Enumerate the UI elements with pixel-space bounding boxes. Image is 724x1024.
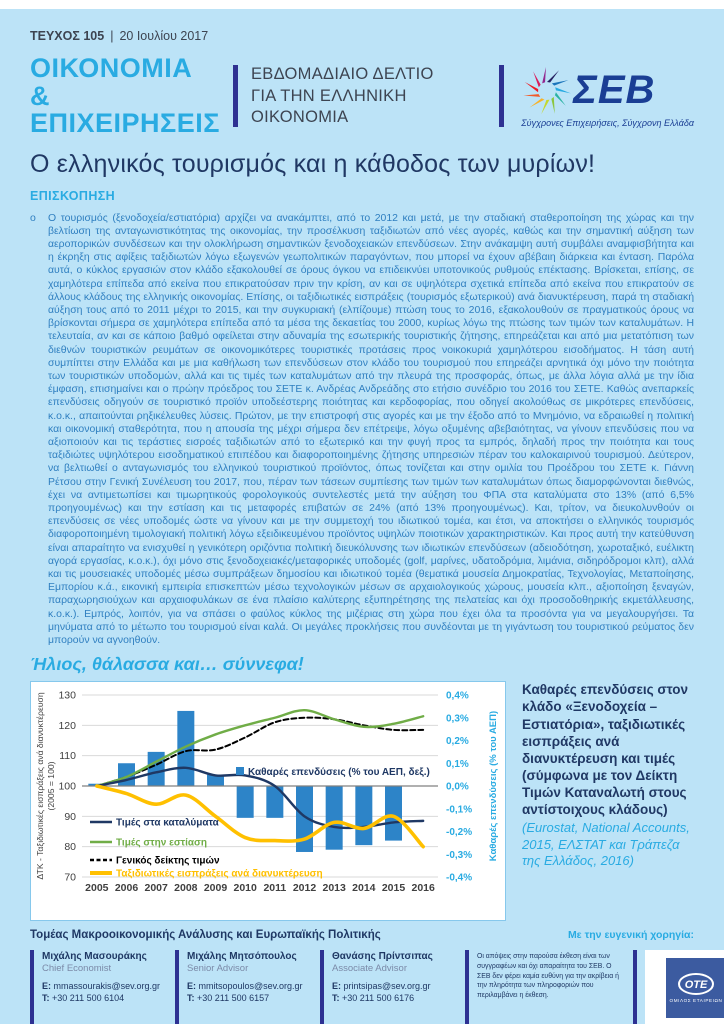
email-label: E: bbox=[332, 981, 341, 992]
svg-text:0,0%: 0,0% bbox=[446, 781, 469, 793]
masthead bbox=[30, 55, 694, 138]
bulletin-subtitle-line2: ΓΙΑ ΤΗΝ ΕΛΛΗΝΙΚΗ ΟΙΚΟΝΟΜΙΑ bbox=[250, 86, 407, 127]
disclaimer-card bbox=[465, 950, 625, 1024]
svg-text:-0,3%: -0,3% bbox=[446, 850, 473, 862]
bullet-marker: o bbox=[30, 211, 36, 224]
email-label: E: bbox=[42, 981, 51, 992]
svg-text:2008: 2008 bbox=[174, 882, 198, 895]
svg-text:-0,1%: -0,1% bbox=[446, 804, 473, 816]
issue-number: ΤΕΥΧΟΣ 105 bbox=[30, 29, 105, 43]
svg-text:2015: 2015 bbox=[381, 882, 406, 895]
sev-logo bbox=[521, 64, 694, 128]
svg-text:0,2%: 0,2% bbox=[446, 736, 469, 748]
svg-text:2009: 2009 bbox=[203, 882, 228, 895]
svg-text:2007: 2007 bbox=[144, 882, 168, 895]
svg-text:2010: 2010 bbox=[233, 882, 257, 895]
contact-email-line bbox=[42, 981, 160, 991]
chart-caption-text: Καθαρές επενδύσεις στον κλάδο «Ξενοδοχεία – Εστιατόρια», ταξιδιωτικές εισπράξεις ανά διανυκτέρευση και τιμές (σύμφωνα με τον Δείκτη Τιμών Καταναλωτή στους αντίστοιχους κλάδους) bbox=[522, 682, 689, 818]
svg-text:-0,2%: -0,2% bbox=[446, 827, 473, 839]
contact-role: Associate Advisor bbox=[332, 963, 407, 975]
phone-label: T: bbox=[42, 993, 50, 1004]
card-accent-bar bbox=[30, 950, 34, 1024]
svg-text:Ταξιδιωτικές εισπράξεις ανά δι: Ταξιδιωτικές εισπράξεις ανά διανυκτέρευση bbox=[116, 868, 323, 880]
contact-phone-line bbox=[42, 993, 160, 1003]
svg-text:Καθαρές επενδύσεις (% του ΑΕΠ,: Καθαρές επενδύσεις (% του ΑΕΠ, δεξ.) bbox=[248, 767, 430, 779]
bulletin-title-line2: ΕΠΙΧΕΙΡΗΣΕΙΣ bbox=[30, 108, 220, 139]
svg-text:80: 80 bbox=[64, 841, 76, 854]
bulletin-title bbox=[30, 55, 220, 138]
svg-text:100: 100 bbox=[58, 780, 76, 793]
issue-separator: | bbox=[110, 29, 114, 43]
svg-text:70: 70 bbox=[64, 871, 76, 884]
contact-name: Μιχάλης Μητσόπουλος bbox=[187, 951, 297, 963]
svg-text:2014: 2014 bbox=[352, 882, 376, 895]
chart-caption bbox=[522, 681, 694, 921]
sev-tagline: Σύγχρονες Επιχειρήσεις, Σύγχρονη Ελλάδα bbox=[521, 118, 694, 129]
divider-bar bbox=[499, 65, 504, 127]
card-accent-bar bbox=[465, 950, 469, 1024]
section-label-overview: ΕΠΙΣΚΟΠΗΣΗ bbox=[30, 188, 116, 203]
contacts-row bbox=[30, 950, 723, 1024]
top-white-strip bbox=[0, 0, 724, 9]
bulletin-subtitle bbox=[251, 64, 486, 128]
card-accent-bar bbox=[320, 950, 324, 1024]
svg-text:0,4%: 0,4% bbox=[446, 690, 469, 702]
svg-text:2005: 2005 bbox=[85, 882, 109, 895]
contact-email-line bbox=[332, 981, 433, 991]
contact-phone: +30 211 500 6157 bbox=[197, 993, 270, 1004]
contact-phone-line bbox=[187, 993, 303, 1003]
disclaimer-text: Οι απόψεις στην παρούσα έκθεση είναι των συγγραφέων και όχι απαραίτητα του ΣΕΒ. Ο ΣΕΒ δεν φέρει καμία ευθύνη για την ακρίβεια ή την πληρότητα των πληροφοριών που περιλαμβάνει η έκθεση. bbox=[477, 953, 619, 999]
contact-email-link[interactable]: mmitsopoulos@sev.org.gr bbox=[198, 981, 303, 992]
contact-phone: +30 211 500 6176 bbox=[342, 993, 415, 1004]
contact-email-line bbox=[187, 981, 303, 991]
ote-logo-icon bbox=[666, 958, 724, 1018]
tourism-chart bbox=[32, 685, 504, 913]
contact-role: Senior Advisor bbox=[187, 963, 249, 975]
svg-text:ΟΜΙΛΟΣ ΕΤΑΙΡΕΙΩΝ: ΟΜΙΛΟΣ ΕΤΑΙΡΕΙΩΝ bbox=[669, 998, 723, 1004]
bulletin-title-line1: ΟΙΚΟΝΟΜΙΑ & bbox=[30, 53, 193, 111]
svg-text:Τιμές στην εστίαση: Τιμές στην εστίαση bbox=[116, 837, 207, 849]
svg-text:2011: 2011 bbox=[263, 882, 287, 895]
footer-head bbox=[30, 929, 694, 941]
card-accent-bar bbox=[175, 950, 179, 1024]
chart-row bbox=[30, 681, 694, 921]
svg-text:2012: 2012 bbox=[292, 882, 317, 895]
sev-pinwheel-icon bbox=[521, 64, 573, 116]
svg-text:2006: 2006 bbox=[114, 882, 139, 895]
svg-text:Τιμές στα καταλύματα: Τιμές στα καταλύματα bbox=[116, 817, 219, 829]
bulletin-subtitle-line1: ΕΒΔΟΜΑΔΙΑΙΟ ΔΕΛΤΙΟ bbox=[250, 65, 434, 84]
phone-label: T: bbox=[332, 993, 340, 1004]
svg-text:2016: 2016 bbox=[411, 882, 435, 895]
svg-text:2013: 2013 bbox=[322, 882, 346, 895]
contact-card bbox=[30, 950, 167, 1024]
overview-body-text: Ο τουρισμός (ξενοδοχεία/εστιατόρια) αρχίζει να ανακάμπτει, από το 2012 και μετά, με την σταδιακή σταθεροποίηση της χώρας και την βελτίωση της ανταγωνιστικότητας της οικονομίας, την προσέλκυση ταξιδιωτών από νέες αγορές, καθώς και την σημαντική αύξηση των αεροπορικών συνδέσεων και την ολοκλήρωση σημαντικών ξενοδοχειακών επενδύσεων. Στην ανάκαμψη αυτή συμβάλει αναμφισβήτητα και η έκρηξη στις αφίξεις ταξιδιωτών λόγω εξωγενών γεωπολιτικών παραγόντων, που μπορεί να έχουν αβέβαιη διάρκεια και ένταση. Παρόλα αυτά, ο κύκλος εργασιών στον κλάδο εξακολουθεί σε όρους όγκου να επιδεικνύει υποτονικούς ρυθμούς επέκτασης. Βρίσκεται, επίσης, σε χαμηλότερα επίπεδα από εκείνα που επικρατούσαν πριν την κρίση, αν και σε υψηλότερα σχετικά επίπεδα από εκείνα που επικρατούν σε άλλους κλάδους της ελληνικής οικονομίας. Επίσης, οι ταξιδιωτικές εισπράξεις (τουρισμός εξωτερικού) ανά διανυκτέρευση, παρά τη σταδιακή αύξηση τους από το 2011 μέχρι το 2015, και την συγκυριακή (ελπίζουμε) πτώση τους το 2016, εξακολουθούν σε πραγματικούς όρους να βρίσκονται σήμερα σε χαμηλότερα επίπεδα από τα μέσα της δεκαετίας του 2000, κυρίως λόγω της πτώσης των τιμών των καταλυμάτων. Η τελευταία, αν και σε κάποιο βαθμό οφείλεται στην αδυναμία της εσωτερικής τουριστικής ζήτησης, επηρεάζεται και από μια μετατόπιση των διεθνών τουριστικών ρευμάτων σε οικονομικότερες τουριστικές προτάσεις προς νοικοκυριά χαμηλότερου εισοδήματος. Η τάση αυτή συμπίπτει στην Ελλάδα και με μια καθήλωση των επενδύσεων στον κλάδο του τουρισμού που επηρεάζει αρνητικά όχι μόνο την ποιότητα των τουριστικών υποδομών, αλλά και τις τιμές των καταλυμάτων από την πλευρά της προσφοράς, όπως, με άλλα λόγια αλλά με την ίδια έμφαση, επισημαίνει και ο πρώην πρόεδρος του ΣΕΤΕ κ. Ανδρέας Ανδρεάδης στο ετήσιο συνέδριο του 2016 του ΣΕΤΕ. Καθώς ανεπαρκείς επενδύσεις οδηγούν σε τουριστικό προϊόν υποδεέστερης ποιότητας και κερδοφορίας, που οδηγεί ακολούθως σε μικρότερες επενδύσεις, κ.ο.κ., απαιτούνται ρηξικέλευθες λύσεις. Πρώτον, με την επιστροφή στις αγορές και με την έξοδο από το Μνημόνιο, να εδραιωθεί η πολιτική και οικονομική σταθερότητα, που η απουσία της μέχρι σήμερα δεν επέτρεψε, λόγω οξυμένης αβεβαιότητας, να γίνουν επενδύσεις που να αξιοποιούν και τις τεράστιες εισροές ταξιδιωτών από το εξωτερικό και την φυγή προς τα εμπρός, δηλαδή προς την ποιότητα και τους ταξιδιώτες υψηλότερου εισοδηματικού επιπέδου και διαφοροποιημένης ζήτησης υπηρεσιών πέραν του καλοκαιρινού τουρισμού. Δεύτερον, να βελτιωθεί ο ανταγωνισμός του ελληνικού τουριστικού προϊόντος, όπως τονίζεται και στην ομιλία του Προέδρου του ΣΕΤΕ κ. Γιάννη Ρέτσου στην Γενική Συνέλευση του 2017, που, πέραν των τάσεων συμπίεσης των τιμών των καταλυμάτων όπως διαμορφώνονται διεθνώς, έχει να αντιμετωπίσει και τιμωρητικούς φορολογικούς συντελεστές μετά την αύξηση του ΦΠΑ στα καταλύματα στο 13% (από 6,5% προηγουμένως) και την εστίαση και τις μεταφορές επιβατών σε 24% (από 13% προηγουμένως). Και, τρίτον, να διευκολυνθούν οι επενδύσεις σε νέες υποδομές ώστε να γίνουν και με την συμμετοχή του ιδιωτικού τομέα, και έτσι, να αποκτήσει ο ελληνικός τουρισμός διαφοροποιημένη τιμολογιακή πολιτική λόγω εξειδικευμένου προϊόντος υψηλών ποιοτικών χαρακτηριστικών. Και προς αυτή την κατεύθυνση είναι απαραίτητο να ενισχυθεί η γενικότερη οριζόντια πολιτική διευκόλυνσης των ιδιωτικών επενδύσεων (αδειοδότηση, χωροταξικό, ευέλικτη αγορά εργασίας, κ.ο.κ.), όχι μόνο στις ξενοδοχειακές/μεταφορικές υποδομές (golf, μαρίνες, υδατοδρόμια, λιμάνια, σιδηρόδρομοι κλπ), αλλά και τις μουσειακές υποδομές μέσω συμπράξεων δημοσίου και ιδιωτικού τομέα (θεματικά μουσεία Δημοκρατίας, Τεχνολογίας, Μεταποίησης, Εμπορίου κ.ά., εικονική εμπειρία επισκεπτών μέσω τεχνολογικών μέσων σε αρχαιολογικούς χώρους, μουσεία κλπ., αξιοποίηση ξεναγών, παραχωρησιούχων και αρχαιοφυλάκων σε ένα πλαίσιο καλύτερης εξυπηρέτησης της πελατείας και όχι προσοδοθηρικής εκμετάλλευσης, κ.ο.κ.). Εμπρός, λοιπόν, για να σπάσει ο φαύλος κύκλος της μιζέριας στη χώρα που έχει όλα τα προσόντα για να μεγαλουργήσει. Τα μηνύματα από το μέτωπο του τουρισμού είναι καλά. Οι μεγάλες προκλήσεις που συνδέονται με τη γιγάντωση του τουριστικού ρεύματος δεν μπορούν να αγνοηθούν. bbox=[48, 212, 694, 647]
sev-logo-text: ΣΕΒ bbox=[573, 68, 656, 113]
department-title: Τομέας Μακροοικονομικής Ανάλυσης και Ευρωπαϊκής Πολιτικής bbox=[30, 929, 381, 942]
sponsor-label: Με την ευγενική χορηγία: bbox=[567, 929, 694, 942]
issue-date: 20 Ιουλίου 2017 bbox=[119, 29, 209, 43]
chart-section-heading: Ήλιος, θάλασσα και… σύννεφα! bbox=[30, 654, 304, 675]
svg-text:-0,4%: -0,4% bbox=[446, 872, 473, 884]
chart-source-text: (Eurostat, National Accounts, 2015, ΕΛΣΤΑΤ και Τράπεζα της Ελλάδος, 2016) bbox=[522, 820, 690, 868]
chart-panel bbox=[30, 681, 506, 921]
contact-name: Θανάσης Πρίντσιπας bbox=[332, 951, 433, 963]
svg-text:120: 120 bbox=[58, 720, 76, 733]
contact-phone-line bbox=[332, 993, 433, 1003]
divider-bar bbox=[233, 65, 238, 127]
svg-text:ΔΤΚ - Ταξιδιωτικές εισπράξεις: ΔΤΚ - Ταξιδιωτικές εισπράξεις ανά διανυκτέρευση bbox=[35, 692, 45, 880]
svg-text:90: 90 bbox=[64, 811, 76, 824]
contact-email-link[interactable]: printsipas@sev.org.gr bbox=[343, 981, 431, 992]
svg-text:0,3%: 0,3% bbox=[446, 713, 469, 725]
phone-label: T: bbox=[187, 993, 195, 1004]
svg-text:0,1%: 0,1% bbox=[446, 759, 469, 771]
contact-card bbox=[175, 950, 312, 1024]
email-label: E: bbox=[187, 981, 196, 992]
contact-role: Chief Economist bbox=[42, 963, 112, 975]
svg-text:OTE: OTE bbox=[684, 979, 708, 992]
issue-line bbox=[30, 29, 694, 43]
ote-logo-box bbox=[645, 950, 724, 1024]
svg-text:(2005 = 100): (2005 = 100) bbox=[46, 761, 56, 811]
contact-name: Μιχάλης Μασουράκης bbox=[42, 951, 147, 963]
svg-text:130: 130 bbox=[58, 689, 76, 702]
overview-paragraph bbox=[30, 212, 694, 648]
page-title: Ο ελληνικός τουρισμός και η κάθοδος των μυρίων! bbox=[30, 149, 596, 178]
svg-text:Καθαρές επενδύσεις (% του ΑΕΠ): Καθαρές επενδύσεις (% του ΑΕΠ) bbox=[488, 711, 499, 862]
card-accent-bar bbox=[633, 950, 637, 1024]
contact-card bbox=[320, 950, 457, 1024]
sponsor-logo-block bbox=[633, 950, 724, 1024]
contact-email-link[interactable]: mmassourakis@sev.org.gr bbox=[53, 981, 161, 992]
svg-text:Γενικός δείκτης τιμών: Γενικός δείκτης τιμών bbox=[116, 855, 220, 867]
contact-phone: +30 211 500 6104 bbox=[52, 993, 125, 1004]
svg-text:110: 110 bbox=[59, 750, 76, 763]
